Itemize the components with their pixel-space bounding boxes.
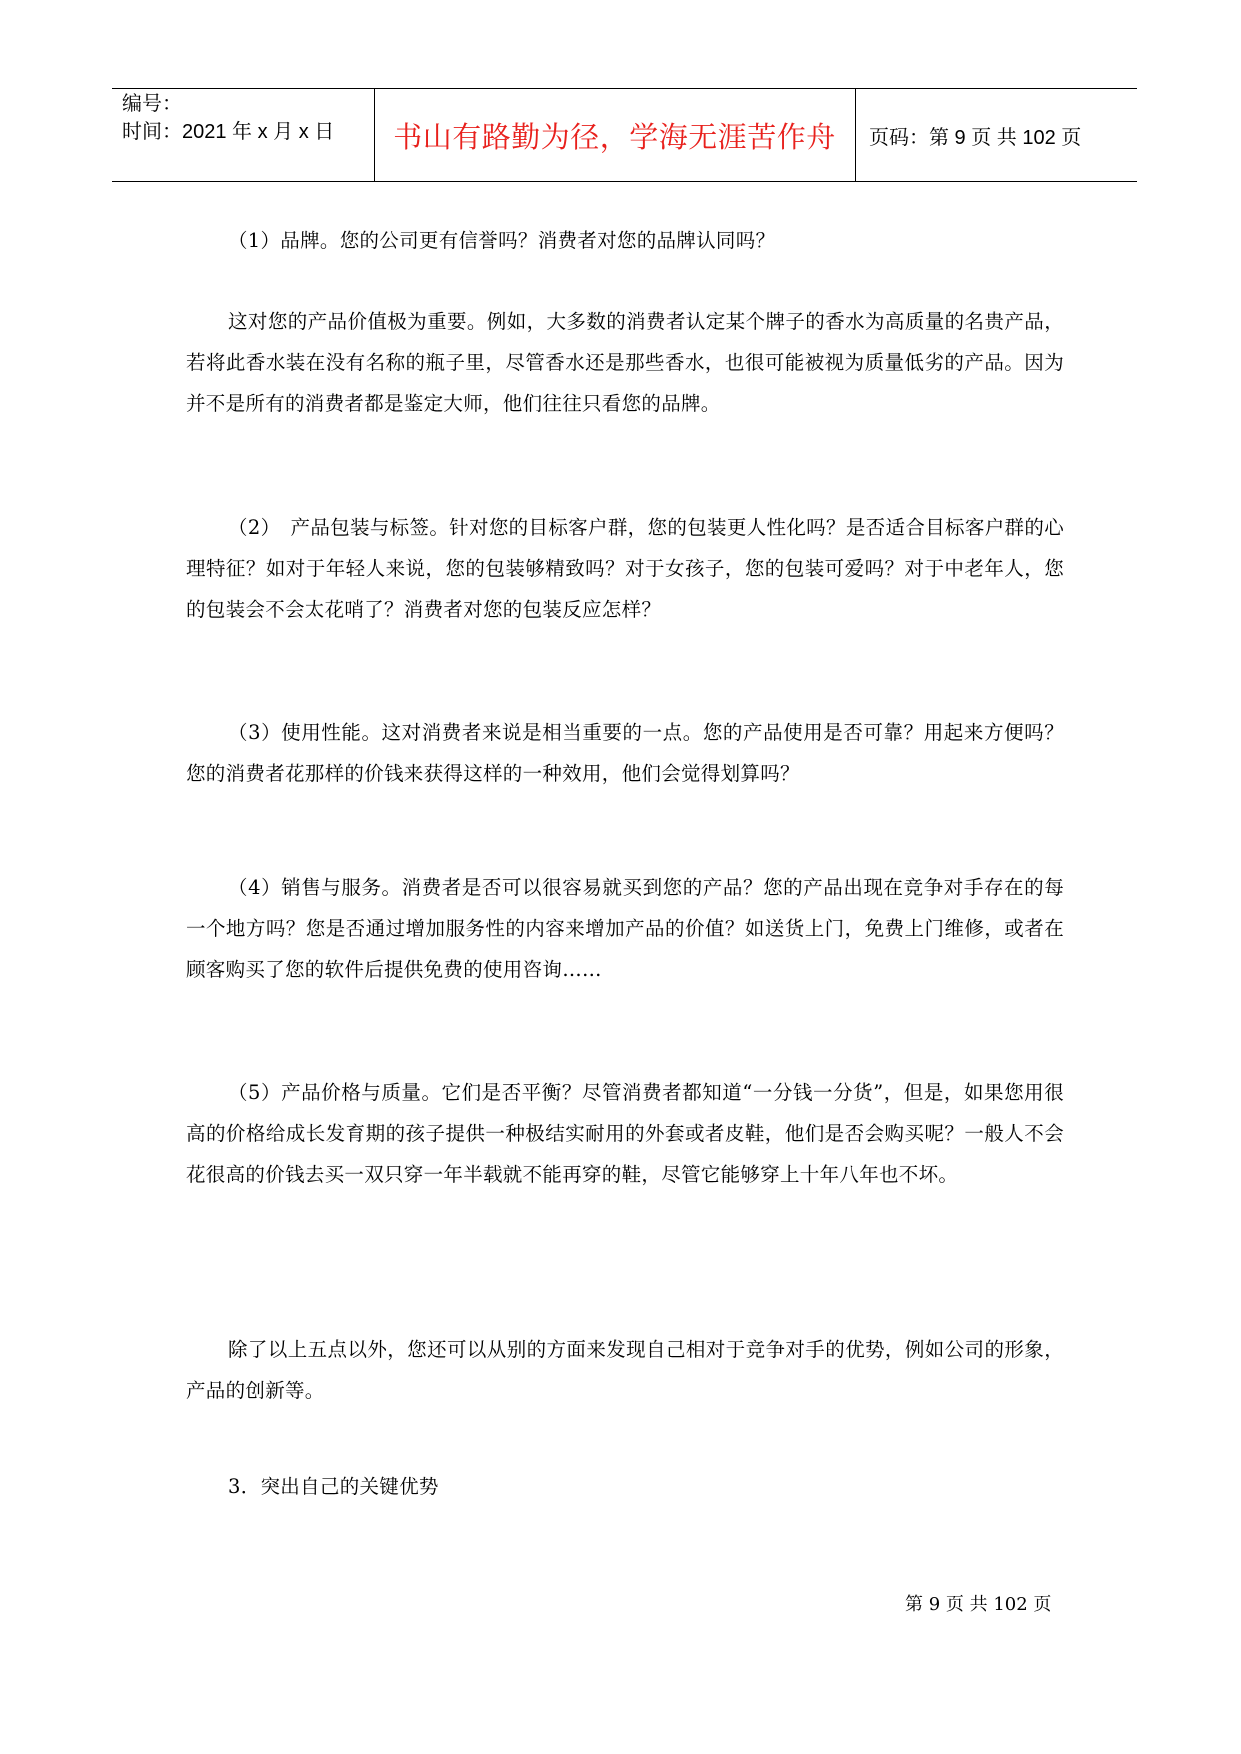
document-body-block bbox=[186, 1072, 1064, 1195]
paragraph-brand-detail: 这对您的产品价值极为重要。例如，大多数的消费者认定某个牌子的香水为高质量的名贵产品，若将此香水装在没有名称的瓶子里，尽管香水还是那些香水，也很可能被视为质量低劣的产品。因为并不是所有的消费者都是鉴定大师，他们往往只看您的品牌。 bbox=[186, 310, 1064, 415]
paragraph-sales-service: （4）销售与服务。消费者是否可以很容易就买到您的产品？您的产品出现在竞争对手存在的每一个地方吗？您是否通过增加服务性的内容来增加产品的价值？如送货上门，免费上门维修，或者在顾客购买了您的软件后提供免费的使用咨询…… bbox=[186, 876, 1064, 981]
section-heading-key-advantage: 3．突出自己的关键优势 bbox=[228, 1475, 439, 1498]
document-body-block bbox=[186, 301, 1064, 424]
document-date-label: 时间：2021 年 x 月 x 日 bbox=[122, 121, 335, 143]
document-number-label: 编号： bbox=[122, 93, 182, 115]
paragraph-other-advantages: 除了以上五点以外，您还可以从别的方面来发现自己相对于竞争对手的优势，例如公司的形象，产品的创新等。 bbox=[186, 1338, 1064, 1402]
header-page-number: 页码：第 9 页 共 102 页 bbox=[869, 126, 1082, 149]
page-footer: 第 9 页 共 102 页 bbox=[905, 1594, 1052, 1615]
paragraph-brand: （1）品牌。您的公司更有信誉吗？消费者对您的品牌认同吗？ bbox=[228, 229, 776, 252]
document-body-block bbox=[186, 712, 1064, 794]
paragraph-performance: （3）使用性能。这对消费者来说是相当重要的一点。您的产品使用是否可靠？用起来方便吗？您的消费者花那样的价钱来获得这样的一种效用，他们会觉得划算吗？ bbox=[186, 721, 1064, 785]
document-body bbox=[186, 220, 1064, 261]
paragraph-price-quality: （5）产品价格与质量。它们是否平衡？尽管消费者都知道“一分钱一分货”，但是，如果您用很高的价格给成长发育期的孩子提供一种极结实耐用的外套或者皮鞋，他们是否会购买呢？一般人不会花很高的价钱去买一双只穿一年半载就不能再穿的鞋，尽管它能够穿上十年八年也不坏。 bbox=[186, 1081, 1064, 1186]
document-body-block bbox=[186, 507, 1064, 630]
document-body-block bbox=[186, 1329, 1064, 1411]
paragraph-packaging: （2） 产品包装与标签。针对您的目标客户群，您的包装更人性化吗？是否适合目标客户群的心理特征？如对于年轻人来说，您的包装够精致吗？对于女孩子，您的包装可爱吗？对于中老年人，您的包装会不会太花哨了？消费者对您的包装反应怎样？ bbox=[186, 516, 1064, 621]
document-body-block bbox=[186, 867, 1064, 990]
page-header bbox=[112, 88, 1137, 182]
header-divider-right bbox=[855, 89, 856, 181]
header-meta bbox=[122, 89, 372, 181]
document-body-block bbox=[186, 1466, 1064, 1507]
header-motto: 书山有路勤为径，学海无涯苦作舟 bbox=[393, 119, 836, 154]
